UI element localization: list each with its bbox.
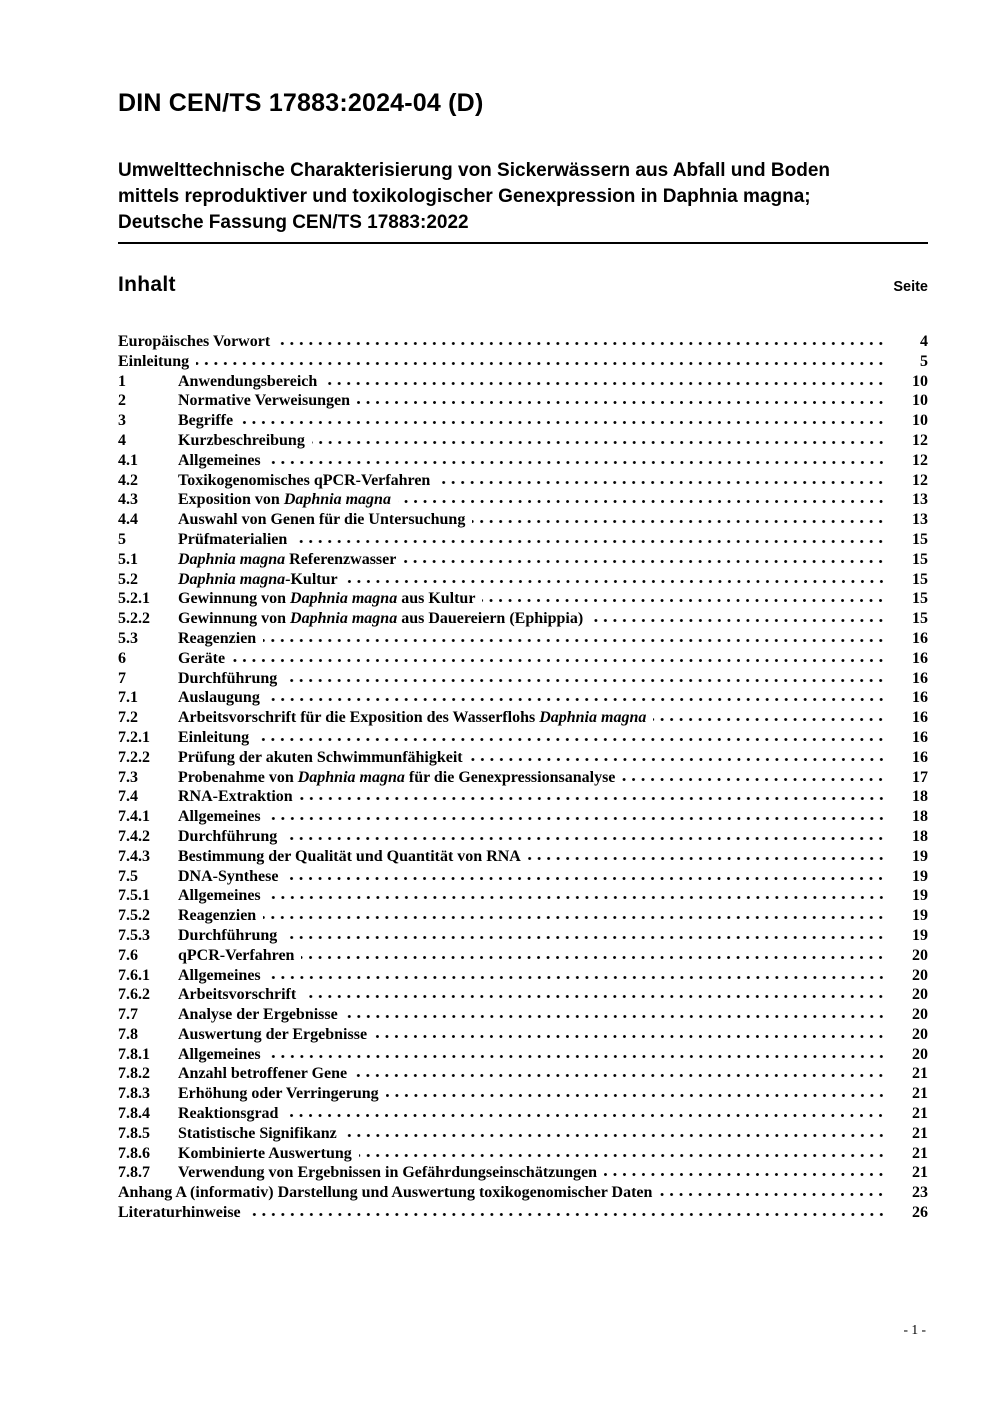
toc-entry-label: Statistische Signifikanz xyxy=(178,1124,337,1142)
toc-entry-number: 7.4.1 xyxy=(118,808,150,826)
toc-entry-page: 15 xyxy=(912,590,928,608)
toc-entry-label: Reaktionsgrad xyxy=(178,1105,279,1123)
toc-entry-label: Allgemeines xyxy=(178,808,261,826)
document-title xyxy=(118,158,928,236)
toc-entry-number: 4.3 xyxy=(118,491,138,509)
toc-entry-page: 20 xyxy=(912,1006,928,1024)
toc-entry-number: 7.4 xyxy=(118,788,138,806)
toc-dot-leader xyxy=(268,975,888,980)
toc-entry-label: Prüfmaterialien xyxy=(178,530,288,548)
toc-dot-leader xyxy=(301,955,888,960)
toc-entry-page: 18 xyxy=(912,788,928,806)
toc-entry-label: Durchführung xyxy=(178,669,278,687)
toc-dot-leader xyxy=(653,717,888,722)
toc-entry-number: 7.2 xyxy=(118,709,138,727)
toc-entry-number: 7.4.3 xyxy=(118,847,150,865)
toc-row xyxy=(118,947,928,967)
toc-entry-number: 5.1 xyxy=(118,550,138,568)
toc-entry-label: qPCR-Verfahren xyxy=(178,946,295,964)
toc-row xyxy=(118,788,928,808)
toc-entry-number: 4 xyxy=(118,431,126,449)
toc-row xyxy=(118,590,928,610)
toc-entry-number: 5.2 xyxy=(118,570,138,588)
toc-entry-label: Auswertung der Ergebnisse xyxy=(178,1025,368,1043)
toc-row xyxy=(118,1184,928,1204)
toc-entry-number: 7.8.3 xyxy=(118,1085,150,1103)
toc-entry-page: 20 xyxy=(912,1025,928,1043)
toc-entry-page: 19 xyxy=(912,887,928,905)
toc-entry-label: Exposition von Daphnia magna xyxy=(178,491,391,509)
toc-row xyxy=(118,610,928,630)
toc-entry-label: Allgemeines xyxy=(178,887,261,905)
toc-row xyxy=(118,630,928,650)
toc-entry-page: 18 xyxy=(912,808,928,826)
toc-dot-leader xyxy=(374,1034,888,1039)
toc-entry-page: 16 xyxy=(912,709,928,727)
toc-dot-leader xyxy=(232,658,888,663)
toc-row xyxy=(118,808,928,828)
toc-entry-page: 12 xyxy=(912,451,928,469)
toc-row xyxy=(118,967,928,987)
toc-page-column-label: Seite xyxy=(893,279,928,295)
document-title-line-1: Umwelttechnische Charakterisierung von Sickerwässern aus Abfall und Boden xyxy=(118,160,830,181)
toc-entry-label: Normative Verweisungen xyxy=(178,392,350,410)
toc-dot-leader xyxy=(284,836,888,841)
toc-row xyxy=(118,1125,928,1145)
toc-row xyxy=(118,491,928,511)
toc-entry-page: 20 xyxy=(912,986,928,1004)
toc-entry-page: 12 xyxy=(912,471,928,489)
toc-entry-page: 13 xyxy=(912,511,928,529)
toc-entry-number: 7.5.2 xyxy=(118,907,150,925)
toc-dot-leader xyxy=(472,519,888,524)
toc-entry-number: 7.8.2 xyxy=(118,1065,150,1083)
page-number-footer: - 1 - xyxy=(903,1322,926,1337)
toc-row xyxy=(118,1204,928,1224)
toc-row xyxy=(118,749,928,769)
toc-entry-number: 7.4.2 xyxy=(118,827,150,845)
toc-dot-leader xyxy=(482,598,888,603)
toc-entry-number: 7.5 xyxy=(118,867,138,885)
toc-entry-label: Literaturhinweise xyxy=(118,1204,241,1222)
toc-dot-leader xyxy=(263,915,888,920)
toc-dot-leader xyxy=(284,935,888,940)
toc-row xyxy=(118,452,928,472)
toc-entry-page: 15 xyxy=(912,570,928,588)
toc-row xyxy=(118,511,928,531)
toc-entry-page: 13 xyxy=(912,491,928,509)
toc-entry-number: 7.2.2 xyxy=(118,748,150,766)
toc-entry-page: 16 xyxy=(912,689,928,707)
toc-entry-page: 19 xyxy=(912,867,928,885)
toc-entry-label: Reagenzien xyxy=(178,907,257,925)
toc-entry-page: 19 xyxy=(912,847,928,865)
toc-entry-page: 21 xyxy=(912,1144,928,1162)
toc-entry-number: 4.2 xyxy=(118,471,138,489)
toc-entry-label: Einleitung xyxy=(118,352,190,370)
toc-entry-number: 7 xyxy=(118,669,126,687)
toc-entry-number: 7.8.7 xyxy=(118,1164,150,1182)
toc-entry-number: 7.8.4 xyxy=(118,1105,150,1123)
toc-entry-label: RNA-Extraktion xyxy=(178,788,293,806)
toc-entry-label: DNA-Synthese xyxy=(178,867,279,885)
toc-entry-number: 7.2.1 xyxy=(118,728,150,746)
toc-dot-leader xyxy=(277,341,888,346)
toc-entry-number: 2 xyxy=(118,392,126,410)
toc-entry-label: Verwendung von Ergebnissen in Gefährdungseinschätzungen xyxy=(178,1164,598,1182)
toc-dot-leader xyxy=(345,579,888,584)
toc-dot-leader xyxy=(359,1153,888,1158)
toc-entry-number: 1 xyxy=(118,372,126,390)
toc-entry-label: Geräte xyxy=(178,649,226,667)
toc-dot-leader xyxy=(312,440,888,445)
toc-entry-page: 19 xyxy=(912,926,928,944)
toc-row xyxy=(118,828,928,848)
toc-row xyxy=(118,670,928,690)
toc-row xyxy=(118,887,928,907)
toc-entry-label: Begriffe xyxy=(178,412,234,430)
toc-entry-label: Toxikogenomisches qPCR-Verfahren xyxy=(178,471,431,489)
toc-entry-label: Auswahl von Genen für die Untersuchung xyxy=(178,511,466,529)
toc-dot-leader xyxy=(285,876,888,881)
toc-entry-label: Anhang A (informativ) Darstellung und Auswertung toxikogenomischer Daten xyxy=(118,1184,653,1202)
toc-entry-number: 7.6 xyxy=(118,946,138,964)
toc-dot-leader xyxy=(196,361,888,366)
toc-entry-page: 5 xyxy=(920,352,928,370)
toc-dot-leader xyxy=(354,1073,888,1078)
toc-entry-page: 10 xyxy=(912,392,928,410)
toc-dot-leader xyxy=(622,777,888,782)
toc-entry-page: 20 xyxy=(912,946,928,964)
toc-entry-page: 4 xyxy=(920,333,928,350)
toc-dot-leader xyxy=(470,757,888,762)
toc-entry-label: Allgemeines xyxy=(178,966,261,984)
toc-entry-number: 5 xyxy=(118,530,126,548)
toc-entry-label: Analyse der Ergebnisse xyxy=(178,1006,338,1024)
document-title-line-2: mittels reproduktiver und toxikologischer Genexpression in Daphnia magna; xyxy=(118,186,811,207)
toc-row xyxy=(118,353,928,373)
toc-entry-number: 7.8 xyxy=(118,1025,138,1043)
toc-entry-page: 16 xyxy=(912,728,928,746)
toc-dot-leader xyxy=(590,618,888,623)
toc-entry-label: Erhöhung oder Verringerung xyxy=(178,1085,379,1103)
toc-dot-leader xyxy=(344,1133,888,1138)
toc-dot-leader xyxy=(284,678,888,683)
toc-dot-leader xyxy=(345,1014,888,1019)
toc-entry-number: 7.8.1 xyxy=(118,1045,150,1063)
toc-entry-number: 5.2.2 xyxy=(118,610,150,628)
toc-entry-label: Auslaugung xyxy=(178,689,260,707)
toc-entry-page: 21 xyxy=(912,1105,928,1123)
toc-entry-number: 7.8.5 xyxy=(118,1124,150,1142)
toc-dot-leader xyxy=(357,400,888,405)
toc-entry-number: 7.7 xyxy=(118,1006,138,1024)
toc-entry-label: Allgemeines xyxy=(178,1045,261,1063)
toc-entry-number: 4.4 xyxy=(118,511,138,529)
toc-row xyxy=(118,551,928,571)
toc-row xyxy=(118,571,928,591)
toc-entry-label: Kurzbeschreibung xyxy=(178,431,305,449)
toc-entry-number: 7.1 xyxy=(118,689,138,707)
toc-entry-page: 20 xyxy=(912,1045,928,1063)
horizontal-rule xyxy=(118,242,928,244)
toc-entry-label: Anzahl betroffener Gene xyxy=(178,1065,348,1083)
toc-row xyxy=(118,531,928,551)
toc-entry-number: 7.6.2 xyxy=(118,986,150,1004)
toc-entry-label: Gewinnung von Daphnia magna aus Kultur xyxy=(178,590,476,608)
toc-entry-number: 5.3 xyxy=(118,629,138,647)
toc-dot-leader xyxy=(528,856,888,861)
document-title-line-3: Deutsche Fassung CEN/TS 17883:2022 xyxy=(118,212,469,233)
toc-dot-leader xyxy=(659,1192,888,1197)
toc-row xyxy=(118,1085,928,1105)
toc-entry-label: Prüfung der akuten Schwimmunfähigkeit xyxy=(178,748,463,766)
toc-row xyxy=(118,848,928,868)
document-number: DIN CEN/TS 17883:2024-04 (D) xyxy=(118,89,484,117)
toc-row xyxy=(118,729,928,749)
toc-entry-page: 21 xyxy=(912,1164,928,1182)
toc-dot-leader xyxy=(604,1172,888,1177)
toc-entry-label: Arbeitsvorschrift xyxy=(178,986,297,1004)
toc-entry-number: 7.3 xyxy=(118,768,138,786)
toc-entry-number: 3 xyxy=(118,412,126,430)
toc-entry-label: Reagenzien xyxy=(178,629,257,647)
toc-dot-leader xyxy=(268,816,888,821)
toc-row xyxy=(118,373,928,393)
toc-entry-label: Probenahme von Daphnia magna für die Genexpressionsanalyse xyxy=(178,768,616,786)
toc-entry-number: 6 xyxy=(118,649,126,667)
toc-header xyxy=(118,272,928,297)
toc-entry-number: 7.5.1 xyxy=(118,887,150,905)
toc-dot-leader xyxy=(285,1113,888,1118)
toc-entry-label: Bestimmung der Qualität und Quantität von RNA xyxy=(178,847,521,865)
toc-row xyxy=(118,1164,928,1184)
toc-entry-label: Kombinierte Auswertung xyxy=(178,1144,352,1162)
toc-dot-leader xyxy=(398,499,888,504)
toc-row xyxy=(118,472,928,492)
toc-dot-leader xyxy=(248,1212,888,1217)
toc-entry-page: 20 xyxy=(912,966,928,984)
toc-entry-page: 18 xyxy=(912,827,928,845)
toc-entry-page: 17 xyxy=(912,768,928,786)
toc-entry-page: 21 xyxy=(912,1065,928,1083)
toc-entry-page: 19 xyxy=(912,907,928,925)
toc-entry-page: 26 xyxy=(912,1204,928,1222)
toc-entry-page: 16 xyxy=(912,649,928,667)
toc-dot-leader xyxy=(268,895,888,900)
toc-entry-page: 16 xyxy=(912,629,928,647)
toc-entry-page: 21 xyxy=(912,1085,928,1103)
toc-row xyxy=(118,907,928,927)
toc-dot-leader xyxy=(268,1054,888,1059)
toc-dot-leader xyxy=(268,460,888,465)
toc-entry-number: 7.6.1 xyxy=(118,966,150,984)
toc-entry-label: Arbeitsvorschrift für die Exposition des Wasserflohs Daphnia magna xyxy=(178,709,647,727)
toc-entry-page: 10 xyxy=(912,412,928,430)
toc-row xyxy=(118,709,928,729)
toc-entry-label: Gewinnung von Daphnia magna aus Dauereiern (Ephippia) xyxy=(178,610,584,628)
toc-dot-leader xyxy=(303,994,888,999)
toc-row xyxy=(118,1026,928,1046)
toc-entry-label: Daphnia magna-Kultur xyxy=(178,570,338,588)
toc-dot-leader xyxy=(240,420,888,425)
toc-entry-label: Durchführung xyxy=(178,827,278,845)
toc-dot-leader xyxy=(386,1093,888,1098)
toc-dot-leader xyxy=(263,638,888,643)
toc-dot-leader xyxy=(294,539,888,544)
toc-list xyxy=(118,333,928,1224)
toc-row xyxy=(118,432,928,452)
toc-row xyxy=(118,769,928,789)
toc-dot-leader xyxy=(267,697,888,702)
toc-row xyxy=(118,868,928,888)
toc-row xyxy=(118,333,928,353)
toc-entry-label: Allgemeines xyxy=(178,451,261,469)
toc-entry-label: Europäisches Vorwort xyxy=(118,333,271,350)
toc-dot-leader xyxy=(324,381,888,386)
toc-entry-page: 12 xyxy=(912,431,928,449)
toc-entry-label: Durchführung xyxy=(178,926,278,944)
toc-row xyxy=(118,1105,928,1125)
toc-row xyxy=(118,689,928,709)
toc-row xyxy=(118,1006,928,1026)
toc-row xyxy=(118,650,928,670)
toc-entry-page: 16 xyxy=(912,669,928,687)
toc-entry-page: 10 xyxy=(912,372,928,390)
toc-entry-page: 15 xyxy=(912,530,928,548)
toc-entry-number: 7.8.6 xyxy=(118,1144,150,1162)
toc-entry-number: 7.5.3 xyxy=(118,926,150,944)
toc-row xyxy=(118,986,928,1006)
toc-entry-label: Einleitung xyxy=(178,728,250,746)
toc-row xyxy=(118,412,928,432)
toc-dot-leader xyxy=(256,737,888,742)
toc-dot-leader xyxy=(300,796,888,801)
toc-row xyxy=(118,927,928,947)
toc-entry-page: 15 xyxy=(912,550,928,568)
toc-row xyxy=(118,1065,928,1085)
toc-row xyxy=(118,1145,928,1165)
toc-entry-page: 15 xyxy=(912,610,928,628)
toc-entry-label: Daphnia magna Referenzwasser xyxy=(178,550,397,568)
toc-heading: Inhalt xyxy=(118,273,176,296)
toc-entry-page: 16 xyxy=(912,748,928,766)
toc-entry-page: 23 xyxy=(912,1184,928,1202)
toc-dot-leader xyxy=(403,559,888,564)
toc-entry-page: 21 xyxy=(912,1124,928,1142)
toc-entry-label: Anwendungsbereich xyxy=(178,372,318,390)
toc-entry-number: 4.1 xyxy=(118,451,138,469)
toc-dot-leader xyxy=(437,480,888,485)
toc-row xyxy=(118,1046,928,1066)
toc-row xyxy=(118,392,928,412)
toc-entry-number: 5.2.1 xyxy=(118,590,150,608)
